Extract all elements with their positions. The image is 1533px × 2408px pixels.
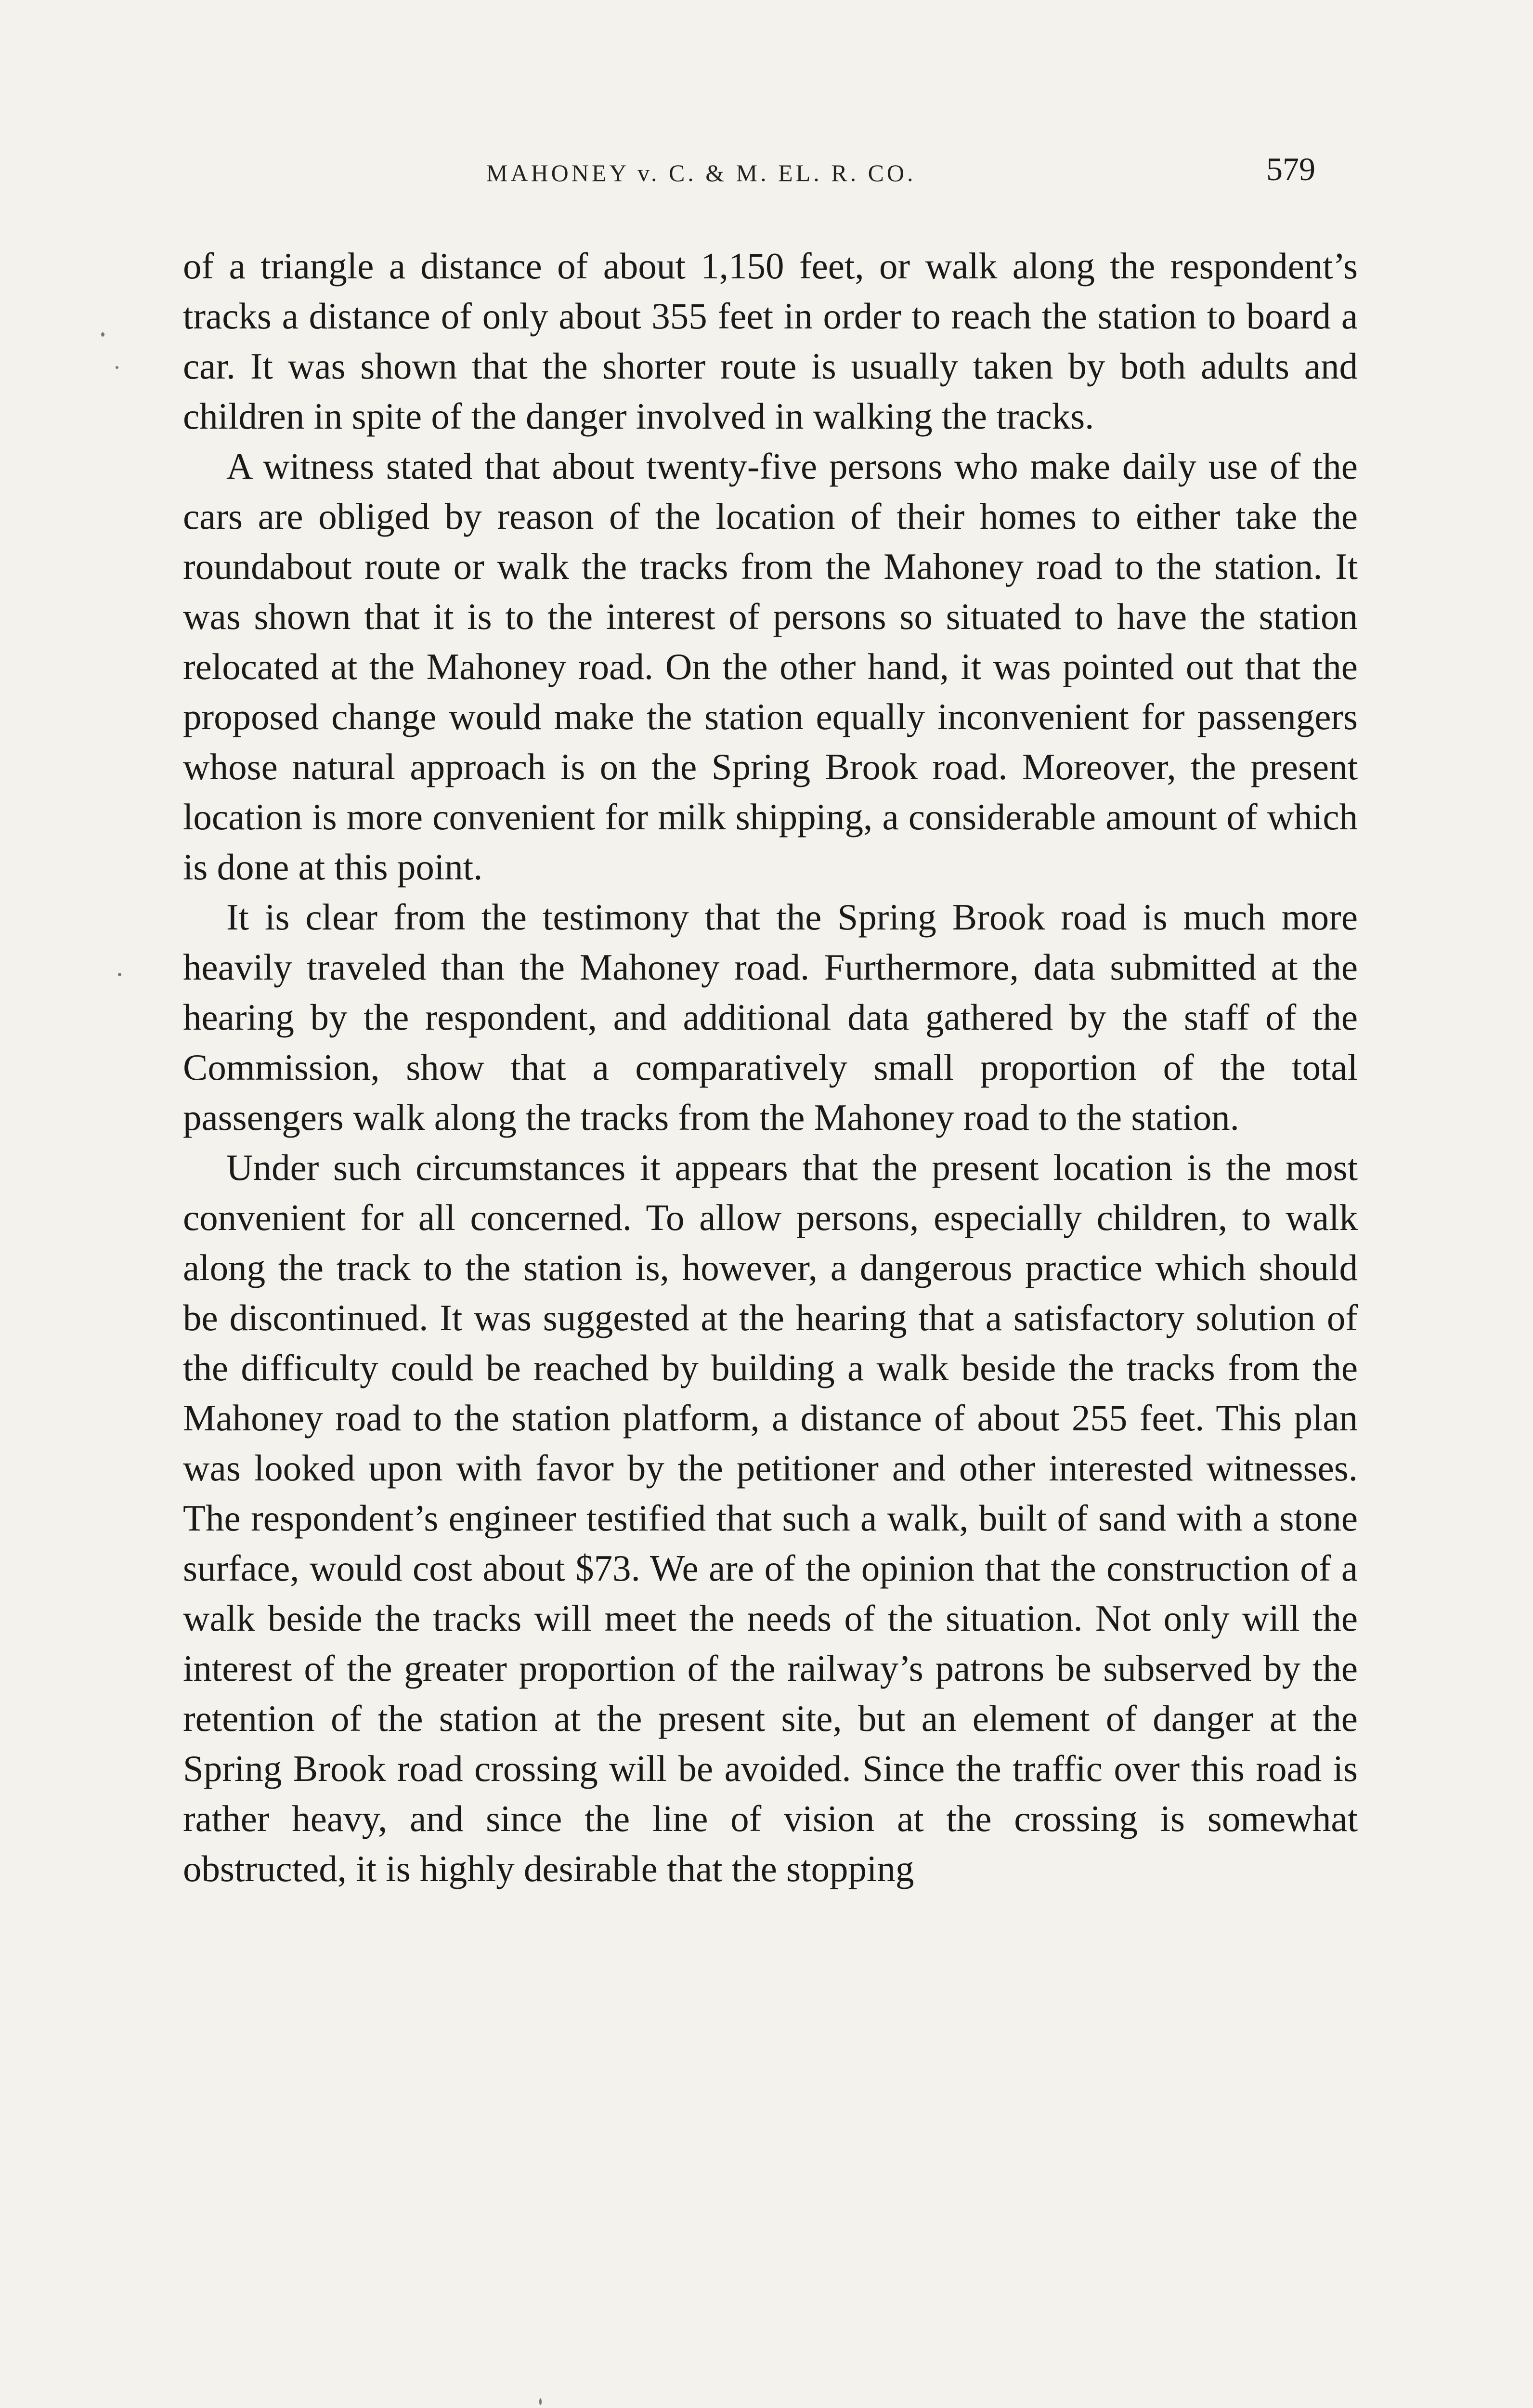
scan-speck (118, 973, 121, 976)
paragraph-4: Under such circumstances it appears that the present location is the most convenient for all concerned. To allow persons, especially children, to walk along the track to the station is, however, a dangerous practice which should be discontinued. It was suggested at the hearing that a satisfactory solution of the difficulty could be reached by building a walk beside the tracks from the Mahoney road to the station platform, a distance of about 255 feet. This plan was looked upon with favor by the petitioner and other interested witnesses. The respondent’s engineer testified that such a walk, built of sand with a stone surface, would cost about $73. We are of the opinion that the construction of a walk beside the tracks will meet the needs of the situation. Not only will the interest of the greater proportion of the railway’s patrons be subserved by the retention of the station at the present site, but an element of danger at the Spring Brook road crossing will be avoided. Since the traffic over this road is rather heavy, and since the line of vision at the crossing is somewhat obstructed, it is highly desirable that the stopping (183, 1147, 1358, 1889)
paragraph-3: It is clear from the testimony that the Spring Brook road is much more heavily traveled than the Mahoney road. Furthermore, data submitted at the hearing by the respondent, and additional data gathered by the staff of the Commission, show that a comparatively small proportion of the total passengers walk along the tracks from the Mahoney road to the station. (183, 896, 1358, 1138)
body-text (183, 241, 1358, 1894)
scan-speck (116, 366, 118, 369)
page-number: 579 (1266, 151, 1315, 187)
paragraph-1: of a triangle a distance of about 1,150 feet, or walk along the respondent’s tracks a distance of only about 355 feet in order to reach the station to board a car. It was shown that the shorter route is usually taken by both adults and children in spite of the danger involved in walking the tracks. (183, 245, 1358, 437)
scan-speck (539, 2398, 542, 2405)
paragraph-2: A witness stated that about twenty-five persons who make daily use of the cars are obliged by reason of the location of their homes to either take the roundabout route or walk the tracks from the Mahoney road to the station. It was shown that it is to the interest of persons so situated to have the station relocated at the Mahoney road. On the other hand, it was pointed out that the proposed change would make the station equally inconvenient for passengers whose natural approach is on the Spring Brook road. Moreover, the present location is more convenient for milk shipping, a considerable amount of which is done at this point. (183, 445, 1358, 888)
running-head: MAHONEY v. C. & M. EL. R. CO. (486, 159, 916, 186)
scan-speck (101, 332, 104, 337)
